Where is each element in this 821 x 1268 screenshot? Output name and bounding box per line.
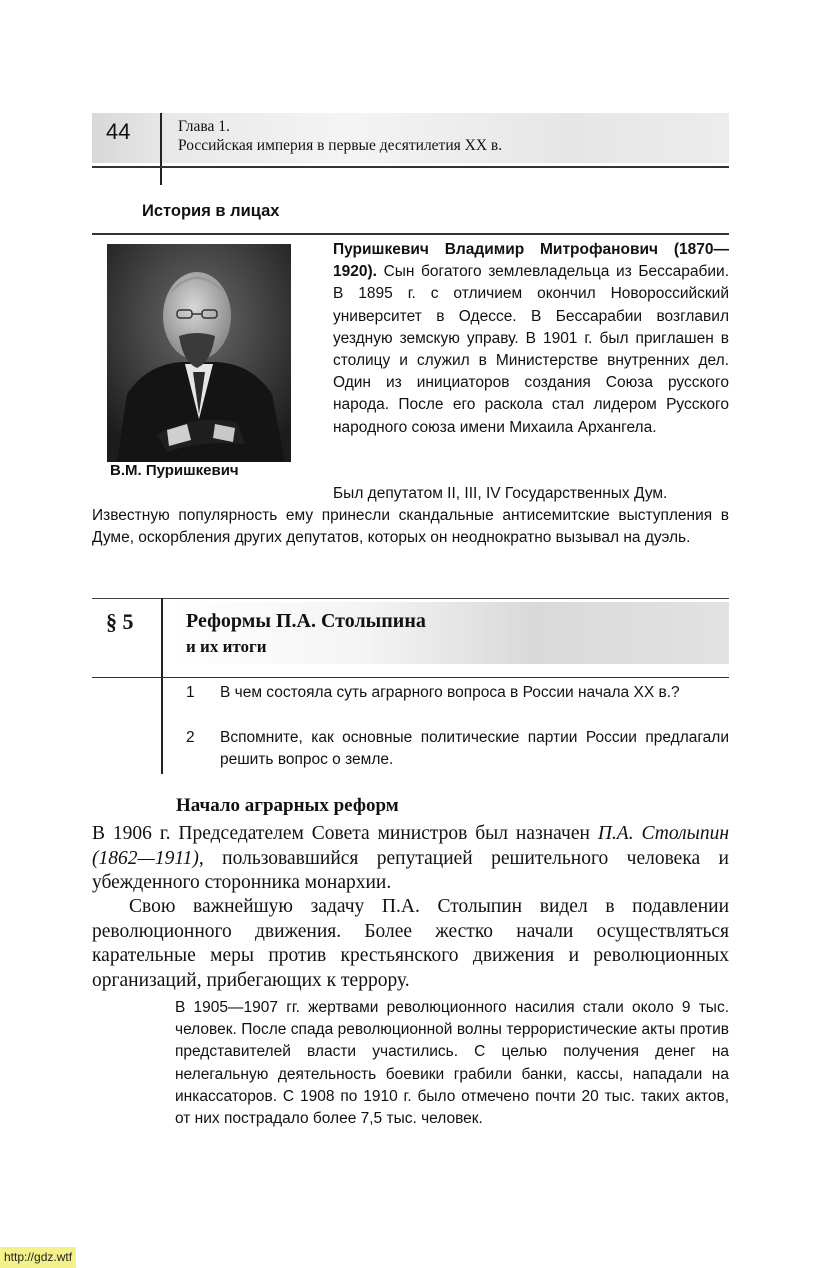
paragraph-top-rule [92,598,729,599]
question-text: Вспомните, как основные политические партии России предлагали решить вопрос о земле. [220,729,729,768]
section-rule [92,233,729,235]
question-item [186,682,729,704]
question-text: В чем состояла суть аграрного вопроса в России начала XX в.? [220,684,680,701]
section-title: История в лицах [142,202,280,220]
paragraph-divider [161,598,163,774]
p1-end: , пользовавшийся репутацией решительного человека и убежденного сторонника монархии. [92,847,729,894]
biography-deputy-line: Был депутатом II, III, IV Государственных Дум. [333,485,668,502]
main-paragraph-2: Свою важнейшую задачу П.А. Столыпин видел в подавлении революционного движения. Более жестко начали осуществляться карательные меры против крестьянского движения и революционных организаций, прибегающих к террору. [92,896,729,991]
paragraph-subtitle: и их итоги [186,637,267,656]
paragraph-title: Реформы П.А. Столыпина [186,610,426,632]
chapter-label: Глава 1. [178,118,230,135]
inset-text: В 1905—1907 гг. жертвами революционного насилия стали около 9 тыс. человек. После спада революционной волны террористические акты против представителей власти участились. С целью получения денег на нелегальную деятельность боевики грабили банки, кассы, нападали на инкассаторов. С 1908 по 1910 г. было отмечено почти 20 тыс. таких актов, от них пострадало более 7,5 тыс. человек. [175,999,729,1128]
question-number: 2 [186,729,195,746]
main-paragraph-1 [92,822,729,896]
chapter-title: Российская империя в первые десятилетия XX в. [178,137,503,154]
paragraph-rule [92,677,729,678]
watermark-link[interactable]: http://gdz.wtf [0,1247,76,1268]
portrait-caption: В.М. Пуришкевич [110,462,239,479]
biography-continued: Известную популярность ему принесли скандальные антисемитские выступления в Думе, оскорбления других депутатов, которых он неоднократно вызывал на дуэль. [92,507,729,547]
page-number: 44 [106,119,131,144]
biography-text [333,239,729,439]
chapter-heading [178,117,502,155]
header-divider [160,113,162,185]
p1-italic: П.А. Столыпин (1862—1911) [92,823,729,869]
portrait-photo [107,244,291,462]
subsection-heading: Начало аграрных реформ [176,795,399,816]
question-item [186,727,729,771]
p1-start: В 1906 г. Председателем Совета министров был назначен [92,823,598,844]
biography-name: Пуришкевич Владимир Митрофанович (1870—1920). [333,241,729,281]
header-rule [92,166,729,168]
paragraph-sign: § 5 [106,609,134,634]
question-number: 1 [186,684,195,701]
biography-body: Сын богатого землевладельца из Бессарабии. В 1895 г. с отличием окончил Новороссийский университет в Одессе. В Бессарабии возглавил уездную земскую управу. В 1901 г. был приглашен в столицу и служил в Министерстве внутренних дел. Один из инициаторов создания Союза русского народа. После его раскола стал лидером Русского народного союза имени Михаила Архангела. [333,263,730,436]
